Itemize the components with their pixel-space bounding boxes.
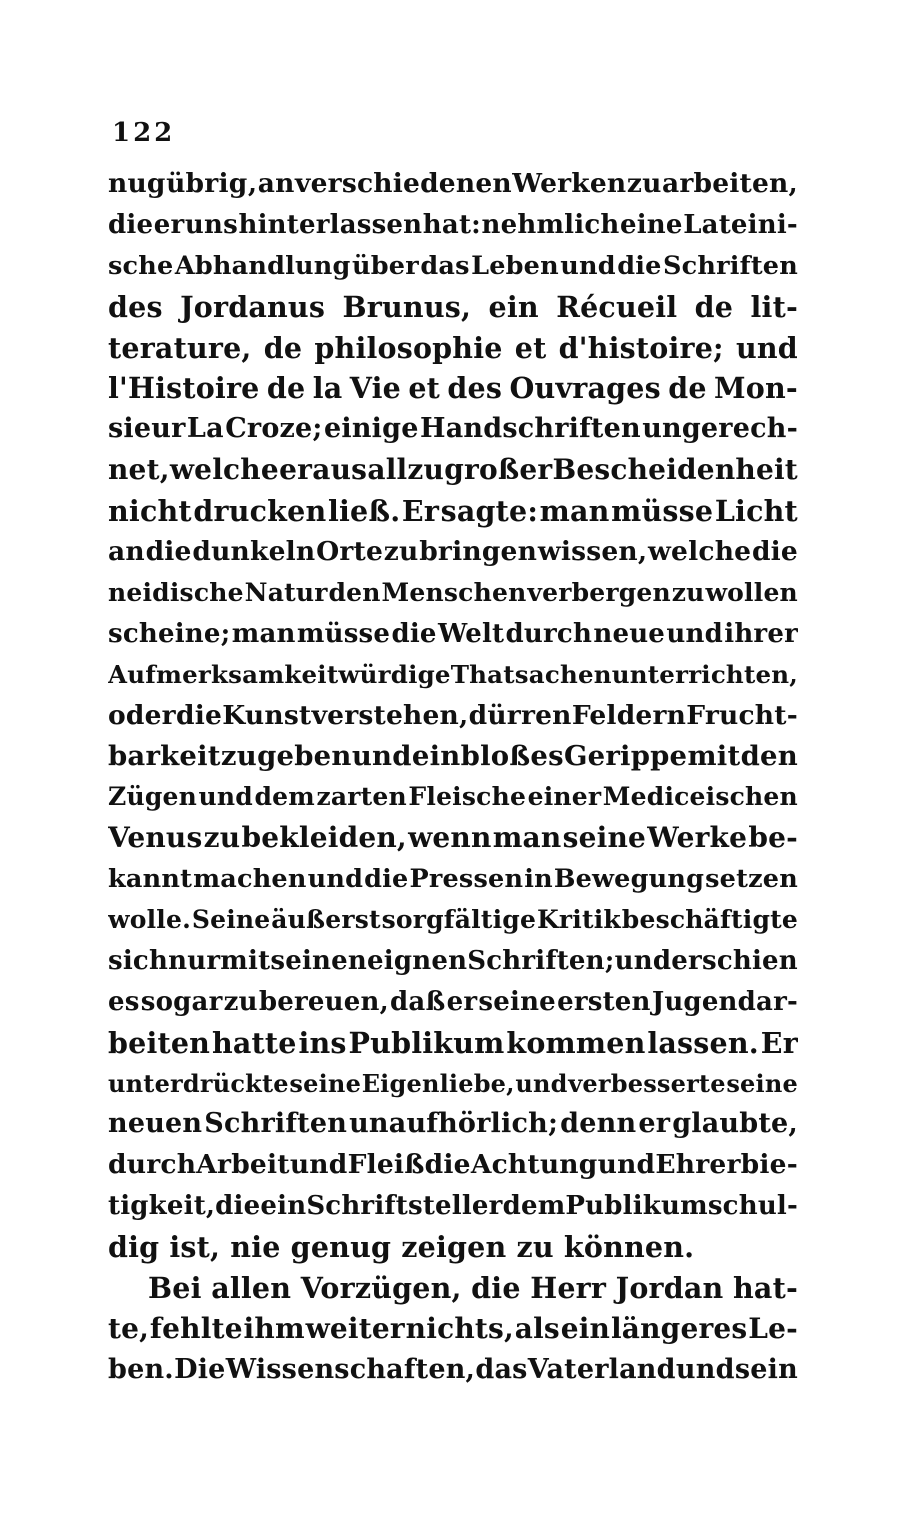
text-line-26: tigkeit, die ein Schriftsteller dem Publikum schul- [108, 1191, 798, 1222]
text-line-18: kannt machen und die Pressen in Bewegung setzen [108, 864, 798, 895]
text-line-21: es sogar zu bereuen, daß er seine ersten Jugendar- [108, 986, 798, 1017]
text-line-25: durch Arbeit und Fleiß die Achtung und Ehrerbie- [108, 1149, 798, 1181]
text-line-23: unterdrückte seine Eigenliebe, und verbesserte seine [108, 1068, 798, 1098]
text-line-3: sche Abhandlung über das Leben und die Schriften [108, 250, 798, 281]
text-line-19: wolle. Seine äußerst sorgfältige Kritik beschäftigte [108, 905, 798, 935]
text-line-17: Venus zu bekleiden, wenn man seine Werke be- [108, 821, 798, 855]
text-line-8: net, welche er aus allzu großer Bescheidenheit [108, 453, 798, 487]
text-line-9: nicht drucken ließ. Er sagte: man müsse Licht [108, 494, 798, 529]
page-number: 122 [112, 118, 176, 148]
text-line-15: barkeit zu geben und ein bloßes Gerippe mit den [108, 740, 798, 773]
text-line-27: dig ist, nie genug zeigen zu können. [108, 1230, 695, 1265]
text-line-29: te, fehlte ihm weiter nichts, als ein längeres Le- [108, 1311, 798, 1345]
text-line-28: Bei allen Vorzügen, die Herr Jordan hat- [148, 1271, 798, 1306]
text-line-24: neuen Schriften unaufhörlich; denn er glaubte, [108, 1108, 798, 1140]
text-line-14: oder die Kunst verstehen, dürren Feldern Frucht- [108, 699, 798, 731]
text-line-13: Aufmerksamkeit würdige Thatsachen unterrichten, [108, 659, 798, 689]
text-line-20: sich nur mit seinen eignen Schriften; und er schien [108, 945, 798, 976]
text-line-5: terature, de philosophie et d'histoire; und [108, 330, 798, 365]
text-line-2: die er uns hinterlassen hat: nehmlich eine Lateini- [108, 209, 798, 240]
text-line-11: neidische Natur den Menschen verbergen zu wollen [108, 577, 798, 607]
text-line-22: beiten hatte ins Publikum kommen lassen. Er [108, 1025, 798, 1060]
text-line-16: Zügen und dem zarten Fleische einer Mediceischen [108, 782, 798, 812]
text-line-10: an die dunkeln Orte zu bringen wissen, welche die [108, 536, 798, 568]
text-line-6: l'Histoire de la Vie et des Ouvrages de Mon- [108, 371, 798, 406]
text-line-12: scheine; man müsse die Welt durch neue und ihrer [108, 618, 798, 649]
text-line-4: des Jordanus Brunus, ein Récueil de lit- [108, 289, 798, 324]
text-line-30: ben. Die Wissenschaften, das Vaterland und sein [108, 1353, 798, 1385]
text-line-7: sieur La Croze; einige Handschriften ungerech- [108, 413, 798, 445]
body-text [108, 164, 798, 1391]
text-line-1: nug übrig , an verschiedenen Werken zu arbeiten, [108, 168, 798, 199]
